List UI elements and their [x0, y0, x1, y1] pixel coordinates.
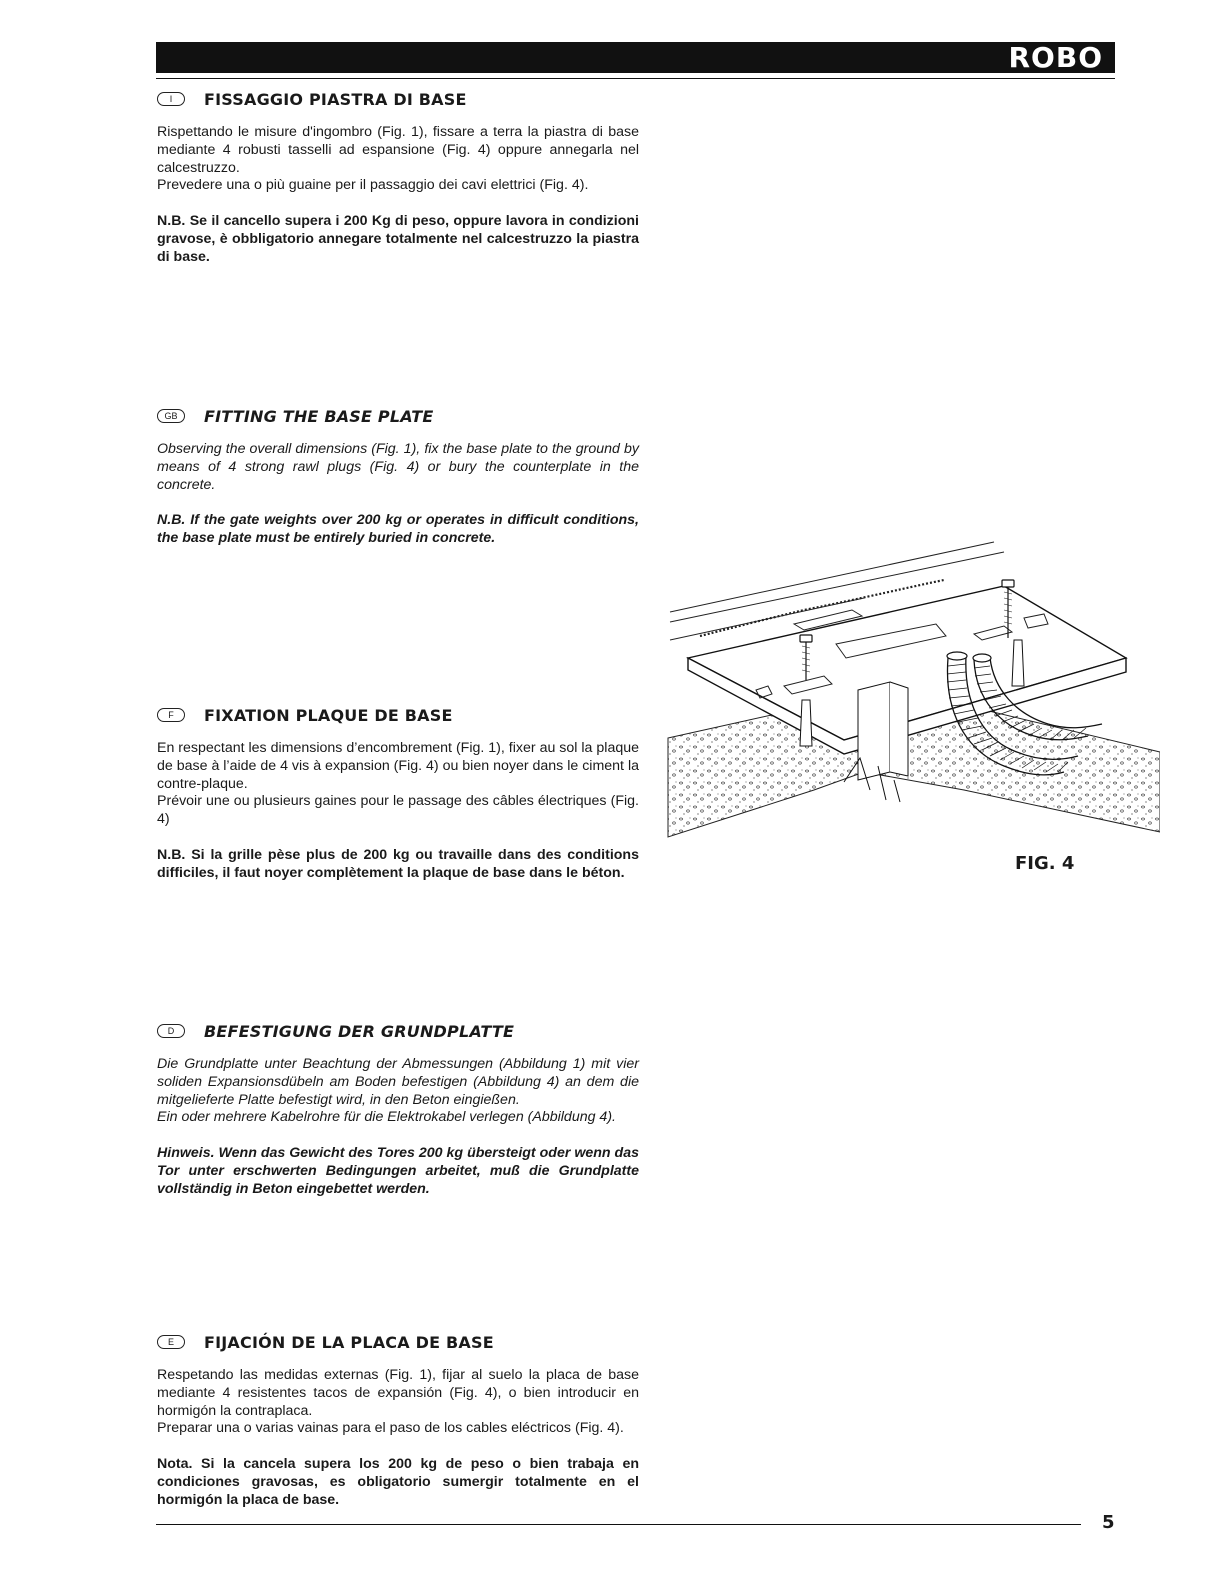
- page-number: 5: [1102, 1512, 1115, 1533]
- base-plate-illustration: [664, 540, 1160, 840]
- paragraph: Prévoir une ou plusieurs gaines pour le passage des câbles électriques (Fig. 4): [157, 793, 639, 828]
- section-spanish: [157, 1331, 639, 1510]
- section-title: FITTING THE BASE PLATE: [204, 406, 434, 426]
- section-title: FIXATION PLAQUE DE BASE: [204, 705, 453, 725]
- header-bar: [156, 42, 1115, 73]
- section-heading: [157, 405, 639, 427]
- section-title: BEFESTIGUNG DER GRUNDPLATTE: [204, 1021, 515, 1041]
- paragraph: Observing the overall dimensions (Fig. 1), fix the base plate to the ground by means of 4 strong rawl plugs (Fig. 4) or bury the counterplate in the concrete.: [157, 441, 639, 493]
- section-note: Hinweis. Wenn das Gewicht des Tores 200 kg übersteigt oder wenn das Tor unter erschwerten Bedingungen arbeitet, muß die Grundplatte vollständig in Beton eingebettet werden.: [157, 1145, 639, 1197]
- section-heading: [157, 704, 639, 726]
- header-rule: [156, 78, 1115, 79]
- paragraph: Die Grundplatte unter Beachtung der Abmessungen (Abbildung 1) mit vier soliden Expansionsdübeln am Boden befestigen (Abbildung 4) an dem die mitgelieferte Platte befestigt wird, in den Beton eingießen.: [157, 1056, 639, 1108]
- language-badge: GB: [157, 409, 185, 423]
- section-french: [157, 704, 639, 883]
- paragraph: Preparar una o varias vainas para el paso de los cables eléctricos (Fig. 4).: [157, 1420, 624, 1437]
- section-german: [157, 1020, 639, 1199]
- section-note: N.B. If the gate weights over 200 kg or operates in difficult conditions, the base plate must be entirely buried in concrete.: [157, 512, 639, 547]
- language-badge: I: [157, 92, 185, 106]
- section-body: [157, 740, 639, 829]
- paragraph: Prevedere una o più guaine per il passaggio dei cavi elettrici (Fig. 4).: [157, 177, 589, 194]
- section-english: [157, 405, 639, 548]
- section-title: FISSAGGIO PIASTRA DI BASE: [204, 89, 467, 109]
- section-title: FIJACIÓN DE LA PLACA DE BASE: [204, 1332, 494, 1352]
- section-body: [157, 1056, 639, 1127]
- paragraph: Rispettando le misure d'ingombro (Fig. 1), fissare a terra la piastra di base mediante 4 robusti tasselli ad espansione (Fig. 4) oppure annegarla nel calcestruzzo.: [157, 124, 639, 176]
- paragraph: Respetando las medidas externas (Fig. 1), fijar al suelo la placa de base mediante 4 resistentes tacos de expansión (Fig. 4), o bien introducir en hormigón la contraplaca.: [157, 1367, 639, 1419]
- section-heading: [157, 1020, 639, 1042]
- section-body: [157, 441, 639, 494]
- section-heading: [157, 1331, 639, 1353]
- brand-logo: ROBO: [1008, 41, 1103, 74]
- section-note: Nota. Si la cancela supera los 200 kg de peso o bien trabaja en condiciones gravosas, es obligatorio sumergir totalmente en el hormigón la placa de base.: [157, 1456, 639, 1508]
- section-note: N.B. Si la grille pèse plus de 200 kg ou travaille dans des conditions difficiles, il faut noyer complètement la plaque de base dans le béton.: [157, 846, 639, 881]
- footer-rule: [156, 1524, 1081, 1525]
- section-heading: [157, 88, 639, 110]
- section-note: N.B. Se il cancello supera i 200 Kg di peso, oppure lavora in condizioni gravose, è obbligatorio annegare totalmente nel calcestruzzo la piastra di base.: [157, 213, 639, 265]
- paragraph: Ein oder mehrere Kabelrohre für die Elektrokabel verlegen (Abbildung 4).: [157, 1109, 616, 1126]
- language-badge: D: [157, 1024, 185, 1038]
- section-body: [157, 124, 639, 195]
- language-badge: E: [157, 1335, 185, 1349]
- paragraph: En respectant les dimensions d’encombrement (Fig. 1), fixer au sol la plaque de base à l’aide de 4 vis à expansion (Fig. 4) ou bien noyer dans le ciment la contre-plaque.: [157, 740, 639, 792]
- figure-label: FIG. 4: [1015, 853, 1075, 874]
- section-body: [157, 1367, 639, 1438]
- section-italian: [157, 88, 639, 267]
- language-badge: F: [157, 708, 185, 722]
